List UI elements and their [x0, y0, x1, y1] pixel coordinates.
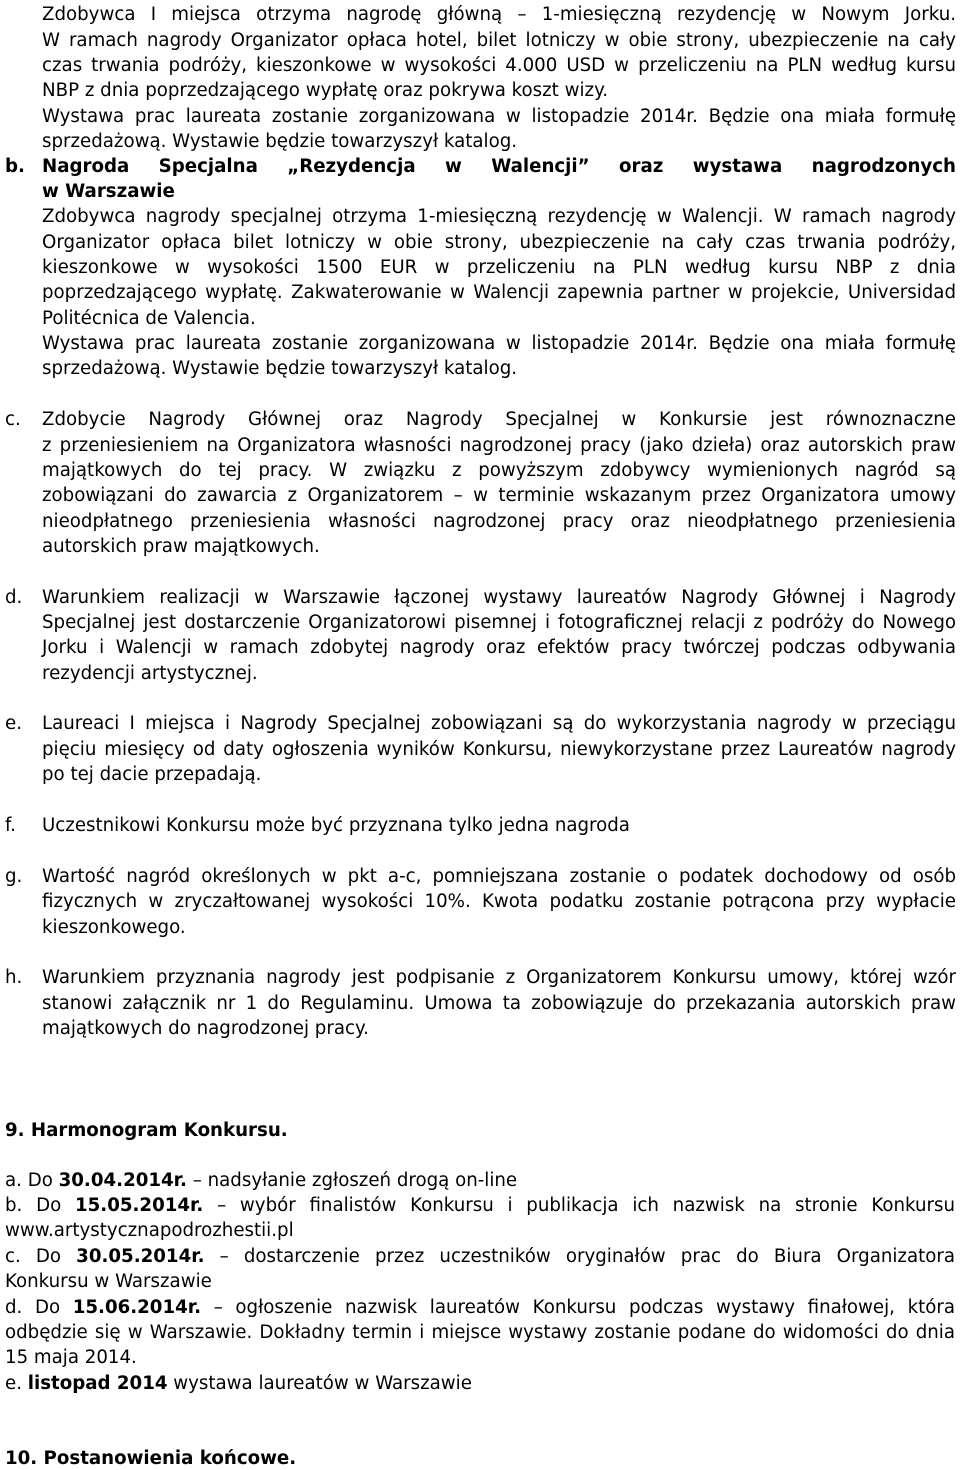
schedule-date: 15.06.2014r.	[72, 1297, 202, 1318]
paragraph-line: rezydencji artystycznej.	[42, 663, 258, 684]
paragraph-line: Zdobywca I miejsca otrzyma nagrodę główną – 1-miesięczną rezydencję w Nowym Jorku.	[42, 4, 956, 25]
schedule-text: wystawa laureatów w Warszawie	[167, 1373, 472, 1394]
list-marker: b.	[5, 156, 25, 177]
paragraph-line: majątkowych do nagrodzonej pracy.	[42, 1018, 369, 1039]
paragraph-line: W ramach nagrody Organizator opłaca hotel, bilet lotniczy w obie strony, ubezpieczenie na cały	[42, 30, 956, 51]
paragraph-line: po tej dacie przepadają.	[42, 764, 262, 785]
list-marker: g.	[5, 866, 23, 887]
item-heading: w Warszawie	[42, 181, 175, 202]
schedule-entry	[5, 1170, 955, 1192]
item-heading: Nagroda Specjalna „Rezydencja w Walencji” oraz wystawa nagrodzonych	[42, 156, 956, 177]
list-marker: f.	[5, 815, 16, 836]
schedule-continuation: www.artystycznapodrozhestii.pl	[5, 1220, 294, 1241]
paragraph-line: stanowi załącznik nr 1 do Regulaminu. Umowa ta zobowiązuje do przekazania autorskich praw	[42, 993, 956, 1014]
paragraph-line: Laureaci I miejsca i Nagrody Specjalnej zobowiązani są do wykorzystania nagrody w przeciągu	[42, 713, 956, 734]
paragraph-line: pięciu miesięcy od daty ogłoszenia wyników Konkursu, niewykorzystane przez Laureatów nagrody	[42, 739, 956, 760]
list-marker: c.	[5, 409, 21, 430]
paragraph-line: Wystawa prac laureata zostanie zorganizowana w listopadzie 2014r. Będzie ona miała formułę	[42, 106, 956, 127]
schedule-entry	[5, 1195, 955, 1217]
schedule-prefix: b. Do	[5, 1195, 75, 1216]
schedule-prefix: a. Do	[5, 1170, 59, 1191]
schedule-date: 30.05.2014r.	[76, 1246, 205, 1267]
paragraph-line: Organizator opłaca bilet lotniczy w obie strony, ubezpieczenie na cały czas trwania podróży,	[42, 232, 956, 253]
paragraph-line: Zdobycie Nagrody Głównej oraz Nagrody Specjalnej w Konkursie jest równoznaczne	[42, 409, 956, 430]
paragraph-line: Warunkiem przyznania nagrody jest podpisanie z Organizatorem Konkursu umowy, której wzór	[42, 967, 956, 988]
paragraph-line: sprzedażową. Wystawie będzie towarzyszył katalog.	[42, 358, 518, 379]
paragraph-line: czas trwania podróży, kieszonkowe w wysokości 4.000 USD w przeliczeniu na PLN według kursu	[42, 55, 956, 76]
schedule-entry	[5, 1373, 955, 1395]
paragraph-line: poprzedzającego wypłatę. Zakwaterowanie w Walencji zapewnia partner w projekcie, Universidad	[42, 282, 956, 303]
paragraph-line: autorskich praw majątkowych.	[42, 536, 320, 557]
schedule-date: listopad 2014	[27, 1373, 168, 1394]
paragraph-line: nieodpłatnego przeniesienia własności nagrodzonej pracy oraz nieodpłatnego przeniesienia	[42, 511, 956, 532]
section-heading: 9. Harmonogram Konkursu.	[5, 1120, 288, 1141]
paragraph-line: fizycznych w zryczałtowanej wysokości 10%. Kwota podatku zostanie potrącona przy wypłacie	[42, 891, 956, 912]
schedule-prefix: d. Do	[5, 1297, 73, 1318]
schedule-text: – ogłoszenie nazwisk laureatów Konkursu podczas wystawy finałowej, która	[201, 1297, 955, 1318]
paragraph-line: NBP z dnia poprzedzającego wypłatę oraz pokrywa koszt wizy.	[42, 80, 609, 101]
list-marker: e.	[5, 713, 22, 734]
paragraph-line: zobowiązani do zawarcia z Organizatorem – w terminie wskazanym przez Organizatora umowy	[42, 485, 956, 506]
paragraph-line: Jorku i Walencji w ramach zdobytej nagrody oraz efektów pracy twórczej podczas odbywania	[42, 637, 956, 658]
schedule-text: – nadsyłanie zgłoszeń drogą on-line	[186, 1170, 518, 1191]
paragraph-line: Wartość nagród określonych w pkt a-c, pomniejszana zostanie o podatek dochodowy od osób	[42, 866, 956, 887]
paragraph-line: kieszonkowe w wysokości 1500 EUR w przeliczeniu na PLN według kursu NBP z dnia	[42, 257, 956, 278]
schedule-prefix: e.	[5, 1373, 28, 1394]
paragraph-line: kieszonkowego.	[42, 917, 186, 938]
paragraph-line: Politécnica de Valencia.	[42, 308, 256, 329]
paragraph-line: Warunkiem realizacji w Warszawie łączonej wystawy laureatów Nagrody Głównej i Nagrody	[42, 587, 956, 608]
schedule-prefix: c. Do	[5, 1246, 77, 1267]
schedule-entry	[5, 1297, 955, 1319]
section-heading: 10. Postanowienia końcowe.	[5, 1448, 297, 1469]
paragraph-line: Zdobywca nagrody specjalnej otrzyma 1-miesięczną rezydencję w Walencji. W ramach nagrody	[42, 206, 956, 227]
schedule-entry	[5, 1246, 955, 1268]
list-marker: h.	[5, 967, 23, 988]
list-marker: d.	[5, 587, 23, 608]
paragraph-line: Specjalnej jest dostarczenie Organizatorowi pisemnej i fotograficznej relacji z podróży do Nowego	[42, 612, 956, 633]
paragraph-line: Wystawa prac laureata zostanie zorganizowana w listopadzie 2014r. Będzie ona miała formułę	[42, 333, 956, 354]
schedule-continuation: 15 maja 2014.	[5, 1347, 137, 1368]
schedule-text: – dostarczenie przez uczestników oryginałów prac do Biura Organizatora	[204, 1246, 956, 1267]
paragraph-line: majątkowych do tej pracy. W związku z powyższym zdobywcy wymienionych nagród są	[42, 460, 956, 481]
paragraph-line: z przeniesieniem na Organizatora własności nagrodzonej pracy (jako dzieła) oraz autorskich praw	[42, 435, 956, 456]
paragraph-line: Uczestnikowi Konkursu może być przyznana tylko jedna nagroda	[42, 815, 630, 836]
schedule-continuation: Konkursu w Warszawie	[5, 1271, 212, 1292]
schedule-date: 30.04.2014r.	[58, 1170, 187, 1191]
schedule-continuation: odbędzie się w Warszawie. Dokładny termin i miejsce wystawy zostanie podane do widomości do dnia	[5, 1322, 955, 1343]
schedule-date: 15.05.2014r.	[74, 1195, 204, 1216]
paragraph-line: sprzedażową. Wystawie będzie towarzyszył katalog.	[42, 131, 518, 152]
schedule-text: – wybór finalistów Konkursu i publikacja ich nazwisk na stronie Konkursu	[203, 1195, 955, 1216]
